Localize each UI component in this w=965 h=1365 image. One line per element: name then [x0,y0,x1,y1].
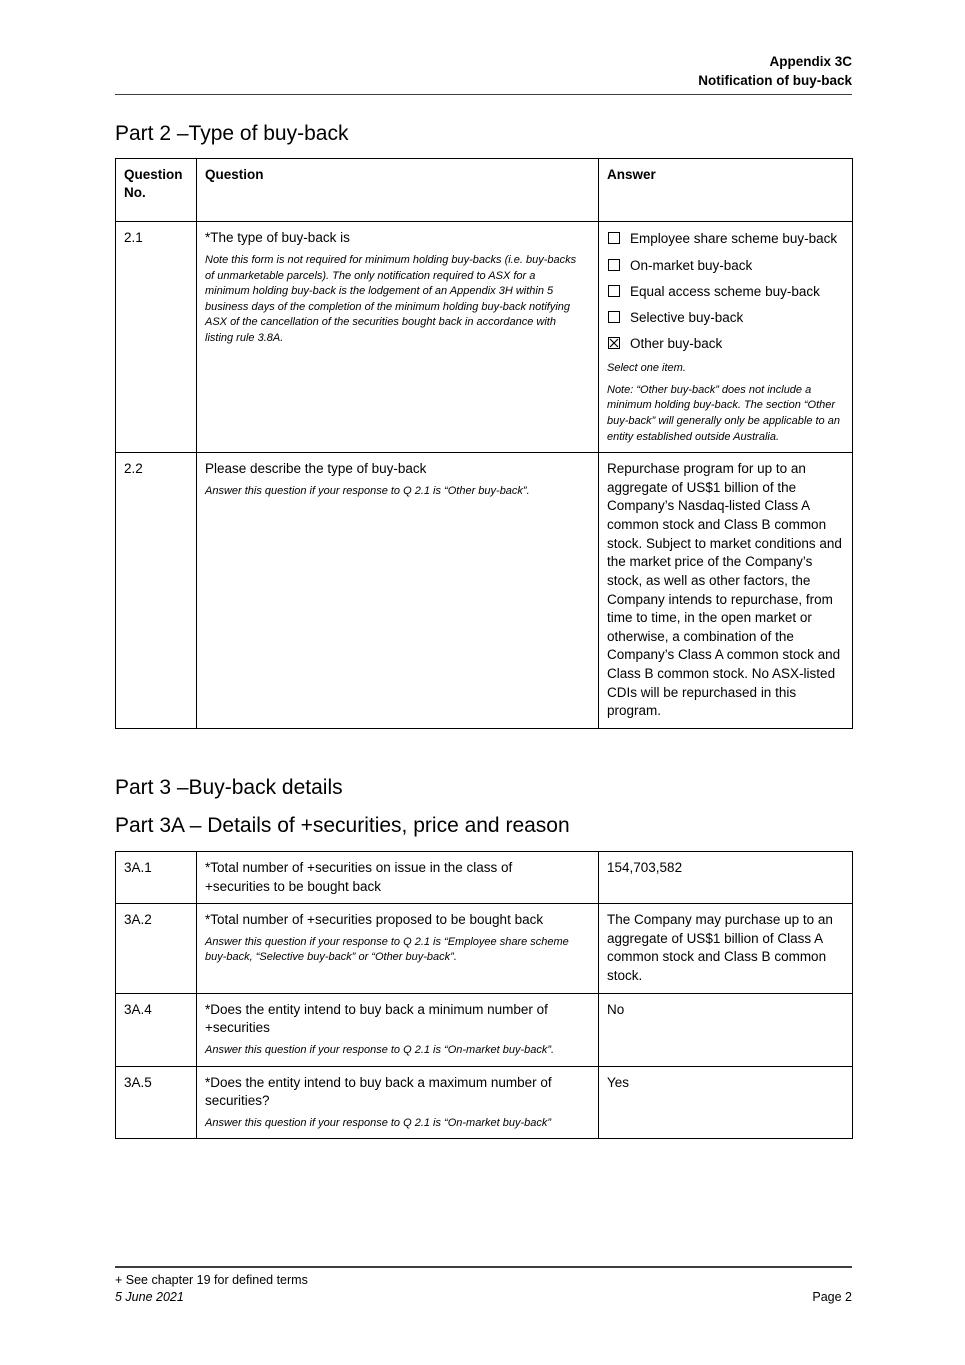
q3a4-answer-text: No [607,1001,625,1017]
q3a2-question-cell [197,904,599,994]
q3a2-number: 3A.2 [116,904,197,994]
col-header-question: Question [197,159,599,222]
q22-question-cell [197,453,599,729]
part2-heading: Part 2 –Type of buy-back [115,122,349,146]
part3a-subheading: Part 3A – Details of +securities, price and reason [115,813,570,837]
q21-other-note: Note: “Other buy-back” does not include a minimum holding buy-back. The section “Other buy-back” will generally only be applicable to an entity established outside Australia. [607,383,840,443]
document-header [115,0,852,90]
option-other [607,334,844,353]
checkbox-icon[interactable] [608,337,620,349]
row-3a4 [116,993,853,1066]
q21-question-text: *The type of buy-back is [205,230,350,246]
q3a4-question-cell [197,993,599,1066]
q3a5-answer-text: Yes [607,1074,630,1090]
q3a2-answer-text: The Company may purchase up to an aggregate of US$1 billion of Class A common stock and Class B common stock. [607,912,833,984]
row-3a1 [116,851,853,903]
option-label: Other buy-back [630,335,723,351]
footer-date: 5 June 2021 [115,1290,184,1304]
checkbox-icon[interactable] [608,311,620,323]
part2-table [115,158,853,729]
part3-heading: Part 3 –Buy-back details [115,775,343,799]
footer-defined-terms: + See chapter 19 for defined terms [115,1273,308,1287]
row-q22 [116,453,853,729]
option-on-market [607,256,844,275]
option-label: Selective buy-back [630,309,744,325]
option-equal-access [607,282,844,301]
header-divider [115,94,852,95]
header-title-line2: Notification of buy-back [698,72,852,88]
option-employee-share-scheme [607,229,844,248]
q3a5-number: 3A.5 [116,1066,197,1139]
q21-answer-cell [599,222,853,453]
q3a2-answer-cell [599,904,853,994]
footer-bottom-row [115,1290,852,1304]
q3a4-number: 3A.4 [116,993,197,1066]
checkbox-icon[interactable] [608,232,620,244]
checkbox-icon[interactable] [608,259,620,271]
q3a2-question-note: Answer this question if your response to Q 2.1 is “Employee share scheme buy-back, “Selective buy-back” or “Other buy-back”. [205,935,569,964]
checkbox-icon[interactable] [608,285,620,297]
header-title-line1: Appendix 3C [769,54,852,69]
checkbox-x-mark [609,338,619,348]
q3a5-answer-cell [599,1066,853,1139]
q21-select-note: Select one item. [607,362,686,375]
q3a5-question-text: *Does the entity intend to buy back a maximum number of securities? [205,1074,552,1109]
q3a4-question-text: *Does the entity intend to buy back a minimum number of +securities [205,1001,548,1036]
q22-answer-cell [599,453,853,729]
q3a5-question-cell [197,1066,599,1139]
q3a2-question-text: *Total number of +securities proposed to be bought back [205,912,544,928]
option-selective [607,308,844,327]
col-header-question-no: Question No. [116,159,197,222]
q3a1-question-cell [197,851,599,903]
footer-divider [115,1266,852,1268]
q3a4-answer-cell [599,993,853,1066]
q21-question-cell [197,222,599,453]
page-content [115,0,852,1139]
option-label: Equal access scheme buy-back [630,283,820,299]
q22-answer-text: Repurchase program for up to an aggregate of US$1 billion of the Company’s Nasdaq-listed Class A common stock and Class B common stock. Subject to market conditions and the market price of the Company’s stock, as well as other factors, the Company intends to repurchase, from time to time, in the open market or otherwise, a combination of the Company’s Class A common stock and Class B common stock. No ASX-listed CDIs will be repurchased in this program. [607,461,842,719]
q3a1-answer-cell [599,851,853,903]
q22-question-text: Please describe the type of buy-back [205,461,427,477]
q3a5-question-note: Answer this question if your response to Q 2.1 is “On-market buy-back” [205,1116,552,1129]
document-footer [115,1266,852,1304]
footer-page-number: Page 2 [812,1290,852,1304]
row-3a5 [116,1066,853,1139]
part2-table-header-row [116,159,853,222]
q3a1-question-text: *Total number of +securities on issue in the class of +securities to be bought back [205,859,513,894]
q21-question-note: Note this form is not required for minimum holding buy-backs (i.e. buy-backs of unmarketable parcels). The only notification required to ASX for a minimum holding buy-back is the lodgement of an Appendix 3H within 5 business days of the completion of the minimum holding buy-back notifying ASX of the cancellation of the securities bought back in accordance with listing rule 3.8A. [205,253,577,345]
q3a1-answer-text: 154,703,582 [607,859,683,875]
q21-number: 2.1 [116,222,197,453]
q3a4-question-note: Answer this question if your response to Q 2.1 is “On-market buy-back”. [205,1043,555,1056]
q3a1-number: 3A.1 [116,851,197,903]
row-3a2 [116,904,853,994]
part3a-table [115,851,853,1139]
option-label: Employee share scheme buy-back [630,231,838,247]
q22-number: 2.2 [116,453,197,729]
q22-question-note: Answer this question if your response to Q 2.1 is “Other buy-back”. [205,484,530,497]
row-q21 [116,222,853,453]
option-label: On-market buy-back [630,257,753,273]
col-header-answer: Answer [599,159,853,222]
